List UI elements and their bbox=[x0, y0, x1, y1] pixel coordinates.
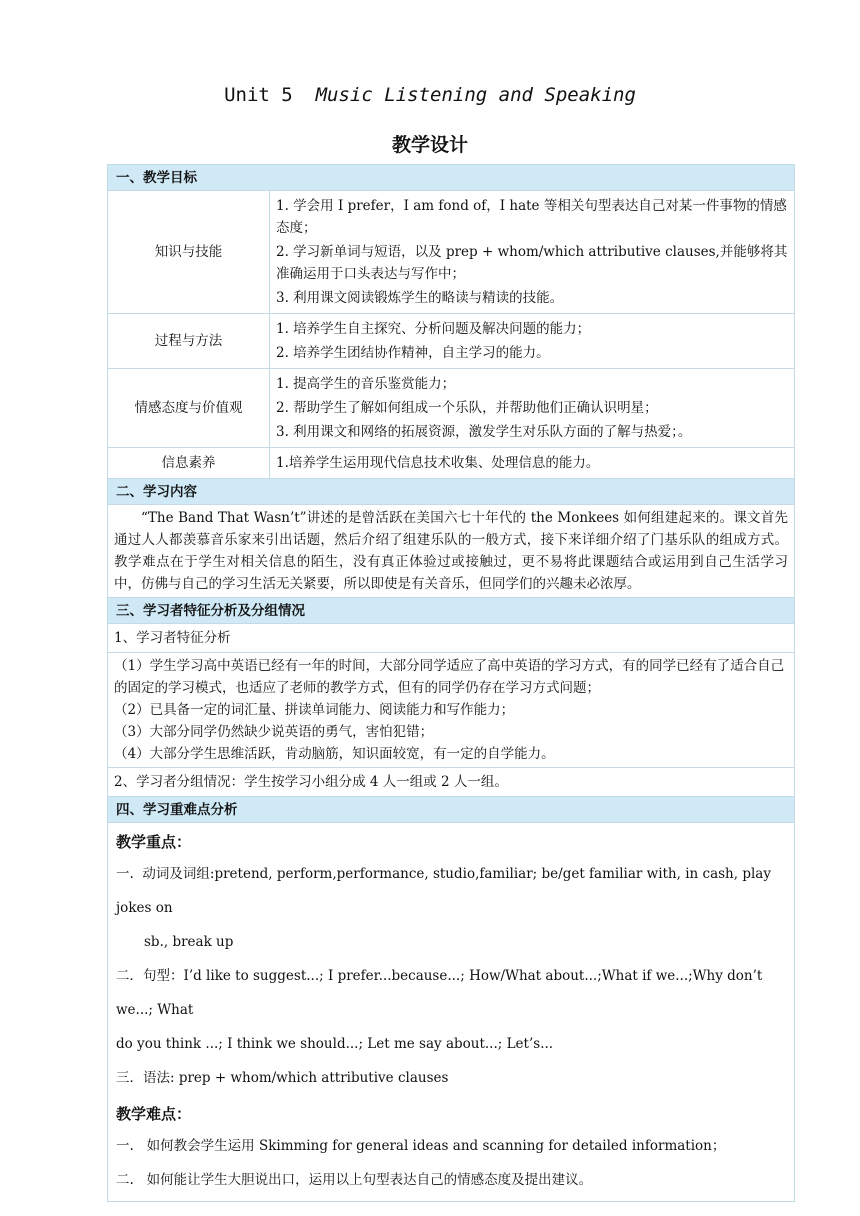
goal-label: 过程与方法 bbox=[108, 314, 270, 369]
learner-item: （3）大部分同学仍然缺少说英语的勇气，害怕犯错； bbox=[114, 724, 434, 740]
lesson-plan-table bbox=[107, 164, 794, 1202]
learners-sub1-row bbox=[108, 624, 795, 653]
content-paragraph: “The Band That Wasn’t”讲述的是曾活跃在美国六七十年代的 the Monkees 如何组建起来的。课文首先通过人人都羡慕音乐家来引出话题，然后介绍了组建乐队的一般方式，接下来详细介绍了门基乐队的组成方式。教学难点在于学生对相关信息的陌生，没有真正体验过或接触过，更不易将此课题结合或运用到自己生活学习中，仿佛与自己的学习生活无关紧要，所以即使是有关音乐，但同学们的兴趣未必浓厚。 bbox=[108, 505, 795, 598]
goal-row-info bbox=[108, 448, 795, 479]
section-heading: 二、学习内容 bbox=[108, 479, 795, 505]
goal-row-attitude bbox=[108, 369, 795, 448]
learner-item: （4）大部分学生思维活跃，肯动脑筋，知识面较宽，有一定的自学能力。 bbox=[114, 746, 555, 762]
focus-item bbox=[116, 857, 786, 925]
difficulty-heading: 教学难点： bbox=[116, 1105, 192, 1123]
item-text: 句型：I’d like to suggest...; I prefer...because...; How/What about...;What if we...;Why don’t we...; What bbox=[116, 968, 763, 1018]
section-goals-header bbox=[108, 165, 795, 191]
learners-items-row bbox=[108, 653, 795, 768]
goal-label: 知识与技能 bbox=[108, 191, 270, 314]
section-content-header bbox=[108, 479, 795, 505]
section-keypoints-header bbox=[108, 797, 795, 823]
item-text: 如何教会学生运用 Skimming for general ideas and scanning for detailed information； bbox=[146, 1138, 726, 1154]
goal-label: 情感态度与价值观 bbox=[108, 369, 270, 448]
section-learners-header bbox=[108, 598, 795, 624]
focus-item bbox=[116, 1061, 786, 1095]
learners-items bbox=[108, 653, 795, 768]
unit-title bbox=[0, 84, 860, 106]
learners-sub2-row bbox=[108, 768, 795, 797]
goal-item: 2. 培养学生团结协作精神，自主学习的能力。 bbox=[276, 345, 550, 361]
difficulty-item bbox=[116, 1163, 786, 1197]
difficulty-item bbox=[116, 1129, 786, 1163]
focus-item-continuation: sb., break up bbox=[144, 934, 234, 950]
goal-item: 1. 培养学生自主探究、分析问题及解决问题的能力； bbox=[276, 321, 591, 337]
learner-item: （2）已具备一定的词汇量、拼读单词能力、阅读能力和写作能力； bbox=[114, 702, 515, 718]
goal-items bbox=[270, 448, 795, 479]
focus-item-continuation: do you think ...; I think we should...; Let me say about...; Let’s... bbox=[116, 1036, 554, 1052]
goal-item: 1. 提高学生的音乐鉴赏能力； bbox=[276, 376, 456, 392]
focus-heading: 教学重点： bbox=[116, 833, 192, 851]
goal-item: 2. 帮助学生了解如何组成一个乐队，并帮助他们正确认识明星； bbox=[276, 400, 658, 416]
document-subtitle: 教学设计 bbox=[391, 134, 468, 156]
goal-items bbox=[270, 369, 795, 448]
item-text: 如何能让学生大胆说出口，运用以上句型表达自己的情感态度及提出建议。 bbox=[146, 1172, 593, 1188]
focus-item bbox=[116, 959, 786, 1027]
keypoints-row bbox=[108, 823, 795, 1202]
item-text: 动词及词组:pretend, perform,performance, studio,familiar; be/get familiar with, in cash, play jokes on bbox=[116, 866, 771, 916]
content-row bbox=[108, 505, 795, 598]
goal-item: 2. 学习新单词与短语，以及 prep + whom/which attributive clauses,并能够将其准确运用于口头表达与写作中； bbox=[276, 244, 788, 282]
goal-items bbox=[270, 314, 795, 369]
goal-item: 3. 利用课文阅读锻炼学生的略读与精读的技能。 bbox=[276, 290, 564, 306]
goal-item: 1. 学会用 I prefer，I am fond of，I hate 等相关句型表达自己对某一件事物的情感态度； bbox=[276, 198, 787, 236]
goal-row-knowledge bbox=[108, 191, 795, 314]
learner-item: （1）学生学习高中英语已经有一年的时间，大部分同学适应了高中英语的学习方式，有的同学已经有了适合自己的固定的学习模式，也适应了老师的教学方式，但有的同学仍存在学习方式问题； bbox=[114, 658, 785, 696]
item-text: 语法: prep + whom/which attributive clauses bbox=[143, 1070, 449, 1086]
learners-grouping: 2、学习者分组情况：学生按学习小组分成 4 人一组或 2 人一组。 bbox=[108, 768, 795, 797]
section-heading: 一、教学目标 bbox=[108, 165, 795, 191]
item-number: 二. bbox=[116, 1172, 134, 1188]
goal-item: 3. 利用课文和网络的拓展资源，激发学生对乐队方面的了解与热爱；。 bbox=[276, 424, 692, 440]
item-number: 三． bbox=[116, 1070, 143, 1086]
goal-label: 信息素养 bbox=[108, 448, 270, 479]
keypoints-body bbox=[108, 823, 795, 1202]
goal-row-process bbox=[108, 314, 795, 369]
unit-topic: Music Listening and Speaking bbox=[315, 84, 636, 106]
goal-item: 1.培养学生运用现代信息技术收集、处理信息的能力。 bbox=[276, 455, 600, 471]
item-number: 一. bbox=[116, 1138, 134, 1154]
item-number: 一. bbox=[116, 866, 134, 882]
section-heading: 三、学习者特征分析及分组情况 bbox=[108, 598, 795, 624]
item-number: 二． bbox=[116, 968, 143, 984]
unit-number: Unit 5 bbox=[224, 84, 293, 106]
goal-items bbox=[270, 191, 795, 314]
learners-subheading: 1、学习者特征分析 bbox=[108, 624, 795, 653]
section-heading: 四、学习重难点分析 bbox=[108, 797, 795, 823]
